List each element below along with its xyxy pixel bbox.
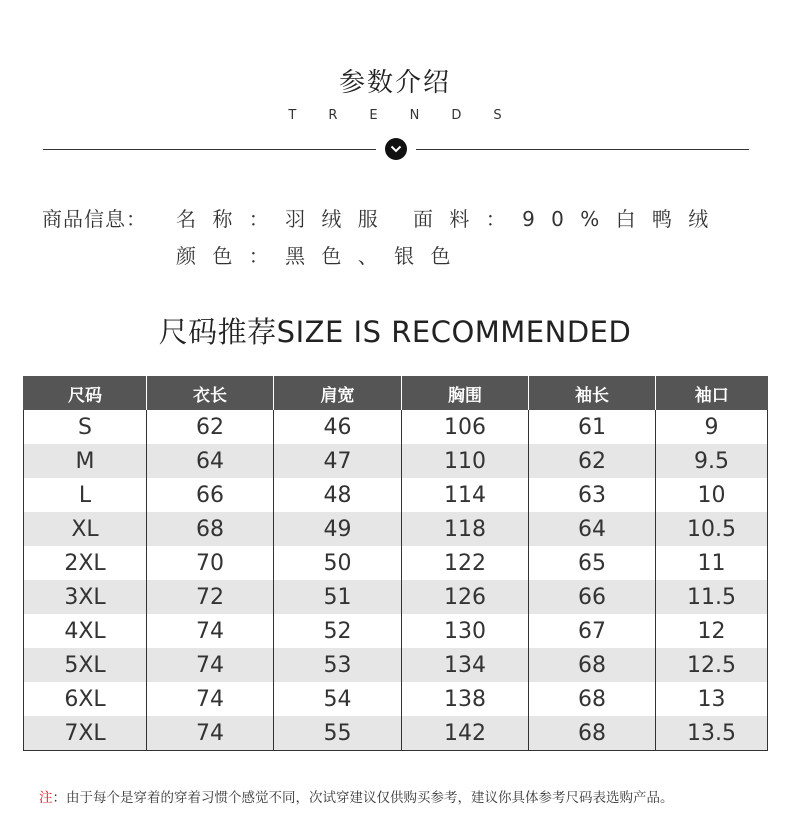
table-cell: 68 <box>147 512 274 546</box>
table-cell: 68 <box>529 716 656 751</box>
table-cell: 66 <box>147 478 274 512</box>
column-header: 袖口 <box>656 376 768 410</box>
table-cell: 134 <box>402 648 529 682</box>
table-cell: XL <box>24 512 147 546</box>
table-cell: 50 <box>274 546 402 580</box>
table-cell: 68 <box>529 682 656 716</box>
table-cell: 142 <box>402 716 529 751</box>
table-cell: 10.5 <box>656 512 768 546</box>
column-header: 肩宽 <box>274 376 402 410</box>
table-cell: 46 <box>274 410 402 444</box>
chevron-down-circle-icon <box>385 138 407 160</box>
table-cell: 2XL <box>24 546 147 580</box>
table-cell: 74 <box>147 614 274 648</box>
footnote-text: ：由于每个是穿着的穿着习惯个感觉不同，次试穿建议仅供购买参考，建议你具体参考尺码表选购产品。 <box>52 790 674 806</box>
table-cell: 54 <box>274 682 402 716</box>
table-cell: 49 <box>274 512 402 546</box>
table-cell: 6XL <box>24 682 147 716</box>
table-cell: 13.5 <box>656 716 768 751</box>
table-header-row <box>24 376 768 410</box>
size-chart-title: 尺码推荐SIZE IS RECOMMENDED <box>158 315 632 349</box>
table-cell: 106 <box>402 410 529 444</box>
table-row <box>24 512 768 546</box>
table-cell: 138 <box>402 682 529 716</box>
table-cell: 5XL <box>24 648 147 682</box>
table-cell: 74 <box>147 648 274 682</box>
table-cell: 130 <box>402 614 529 648</box>
table-cell: 66 <box>529 580 656 614</box>
column-header: 衣长 <box>147 376 274 410</box>
table-cell: 4XL <box>24 614 147 648</box>
divider-line-right <box>416 149 749 150</box>
table-row <box>24 478 768 512</box>
table-cell: 72 <box>147 580 274 614</box>
table-cell: 12.5 <box>656 648 768 682</box>
table-cell: 12 <box>656 614 768 648</box>
table-row <box>24 648 768 682</box>
table-cell: M <box>24 444 147 478</box>
column-header: 胸围 <box>402 376 529 410</box>
table-cell: 48 <box>274 478 402 512</box>
table-cell: 13 <box>656 682 768 716</box>
table-cell: 110 <box>402 444 529 478</box>
table-cell: 74 <box>147 682 274 716</box>
table-cell: 64 <box>529 512 656 546</box>
footnote <box>39 786 674 806</box>
table-row <box>24 682 768 716</box>
footnote-prefix: 注 <box>39 790 53 806</box>
table-cell: 51 <box>274 580 402 614</box>
table-cell: L <box>24 478 147 512</box>
table-cell: 55 <box>274 716 402 751</box>
table-cell: 74 <box>147 716 274 751</box>
table-row <box>24 444 768 478</box>
table-row <box>24 546 768 580</box>
table-cell: 9 <box>656 410 768 444</box>
column-header: 尺码 <box>24 376 147 410</box>
table-cell: 11.5 <box>656 580 768 614</box>
divider-line-left <box>43 149 376 150</box>
product-name: 名 称 ： 羽 绒 服 <box>176 207 383 231</box>
table-cell: 122 <box>402 546 529 580</box>
table-cell: 62 <box>147 410 274 444</box>
table-row <box>24 614 768 648</box>
table-cell: 10 <box>656 478 768 512</box>
size-chart-table <box>23 376 768 751</box>
table-cell: 62 <box>529 444 656 478</box>
table-cell: 67 <box>529 614 656 648</box>
table-cell: 11 <box>656 546 768 580</box>
product-fabric: 面 料 ： 9 0 % 白 鸭 绒 <box>413 207 714 231</box>
table-cell: 47 <box>274 444 402 478</box>
table-row <box>24 410 768 444</box>
table-cell: 68 <box>529 648 656 682</box>
table-cell: 63 <box>529 478 656 512</box>
table-cell: 52 <box>274 614 402 648</box>
table-cell: 114 <box>402 478 529 512</box>
table-cell: 53 <box>274 648 402 682</box>
table-row <box>24 716 768 751</box>
table-cell: 70 <box>147 546 274 580</box>
table-cell: 126 <box>402 580 529 614</box>
page-title: 参数介绍 <box>338 68 451 98</box>
table-cell: 64 <box>147 444 274 478</box>
product-color: 颜 色 ： 黑 色 、 银 色 <box>176 244 456 268</box>
column-header: 袖长 <box>529 376 656 410</box>
table-cell: S <box>24 410 147 444</box>
product-info-label: 商品信息： <box>42 207 147 231</box>
table-cell: 118 <box>402 512 529 546</box>
table-cell: 65 <box>529 546 656 580</box>
table-cell: 7XL <box>24 716 147 751</box>
table-cell: 9.5 <box>656 444 768 478</box>
trends-subtitle: T R E N D S <box>288 108 502 123</box>
table-row <box>24 580 768 614</box>
table-cell: 3XL <box>24 580 147 614</box>
table-cell: 61 <box>529 410 656 444</box>
